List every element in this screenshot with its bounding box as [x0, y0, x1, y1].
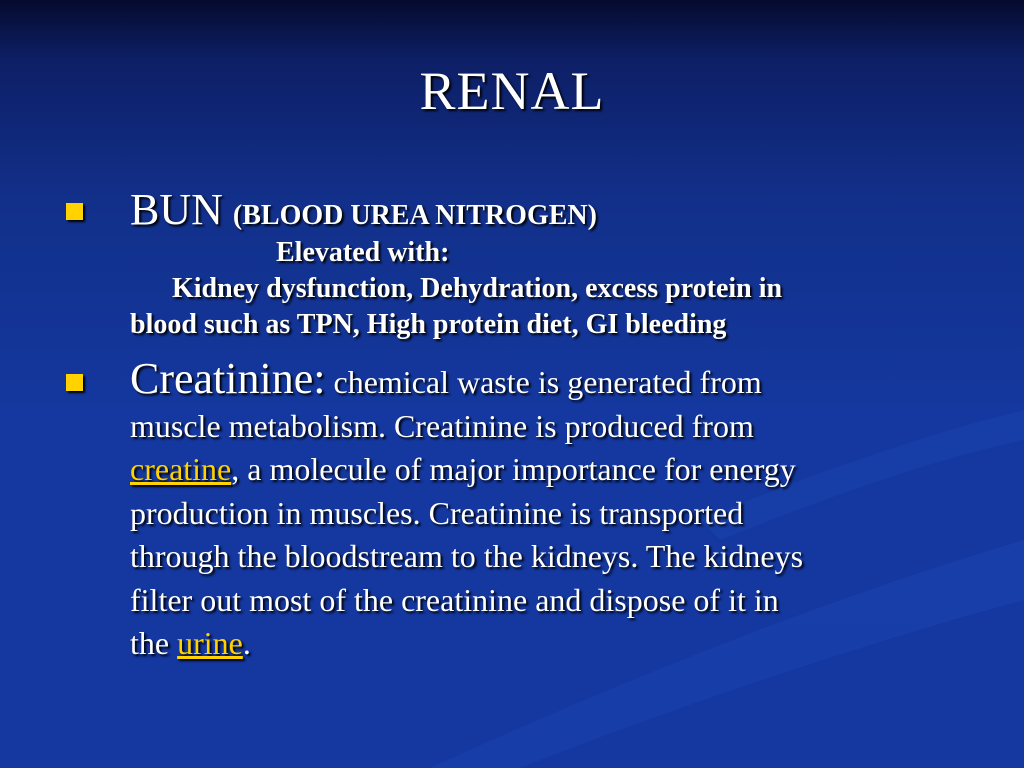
slide-title: RENAL [419, 61, 605, 121]
urine-link[interactable]: urine [177, 625, 243, 661]
creatinine-text-1: chemical waste is generated from [333, 364, 762, 400]
creatinine-item [62, 354, 962, 666]
bun-causes-line-1: Kidney dysfunction, Dehydration, excess protein in [172, 273, 783, 304]
creatinine-line-4: production in muscles. Creatinine is transported [130, 494, 744, 531]
creatinine-line-1 [130, 354, 962, 405]
creatinine-line-5: through the bloodstream to the kidneys. The kidneys [130, 538, 804, 574]
bun-heading [130, 185, 962, 235]
creatinine-text-3: , a molecule of major importance for energy [231, 451, 796, 487]
creatinine-term: Creatinine: [130, 354, 326, 403]
creatinine-line-6: filter out most of the creatinine and dispose of it in [130, 581, 779, 618]
slide-body [62, 185, 962, 666]
square-bullet-icon [66, 203, 83, 220]
bun-term: BUN [130, 185, 223, 234]
creatine-link[interactable]: creatine [130, 451, 232, 487]
bun-item [62, 185, 962, 343]
creatinine-line-2: muscle metabolism. Creatinine is produced from [130, 407, 754, 444]
bun-subtitle: (BLOOD UREA NITROGEN) [232, 200, 597, 231]
creatinine-line-3 [130, 448, 962, 492]
bun-elevated-label: Elevated with: [276, 237, 450, 268]
square-bullet-icon [66, 374, 83, 391]
creatinine-line-7 [130, 622, 962, 666]
creatinine-text-7-suffix: . [242, 625, 251, 661]
bun-causes-line-2: blood such as TPN, High protein diet, GI bleeding [130, 309, 727, 340]
creatinine-text-7-prefix: the [130, 625, 178, 661]
